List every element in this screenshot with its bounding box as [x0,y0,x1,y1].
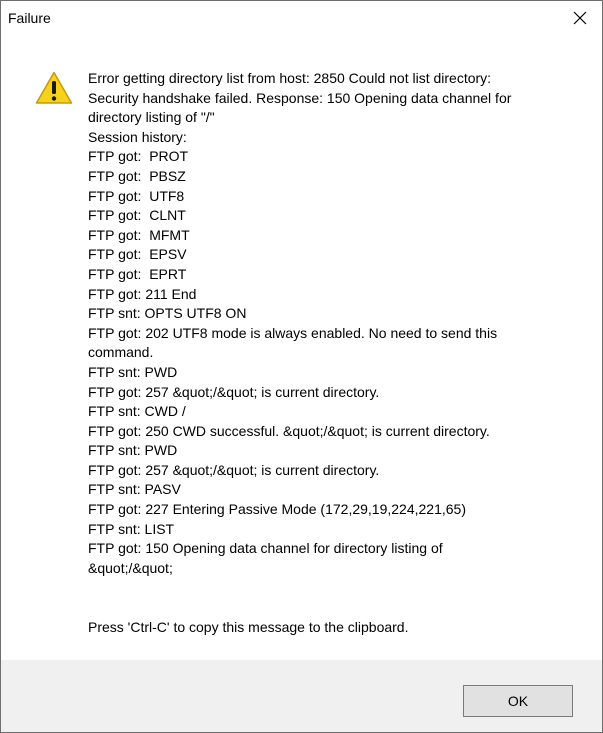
message-line: FTP got: 257 &quot;/&quot; is current directory. [88,383,380,400]
message-line: command. [88,344,154,361]
message-line: FTP got: MFMT [88,226,190,243]
title-bar[interactable] [1,1,602,35]
message-line: FTP got: CLNT [88,207,186,224]
message-line: FTP got: 150 Opening data channel for directory listing of [88,540,443,557]
warning-icon [35,71,73,105]
message-line: FTP got: 211 End [88,285,197,302]
message-line: FTP snt: PWD [88,442,178,459]
message-line: directory listing of "/" [88,109,215,126]
message-line: FTP snt: PASV [88,481,181,498]
close-button[interactable] [560,1,600,35]
message-line: FTP got: UTF8 [88,187,185,204]
close-icon [573,11,587,25]
message-line: FTP snt: PWD [88,363,178,380]
copy-hint: Press 'Ctrl-C' to copy this message to the clipboard. [88,619,409,635]
message-line: FTP got: EPSV [88,246,187,263]
message-line: FTP got: 202 UTF8 mode is always enabled. No need to send this [88,324,498,341]
message-line: FTP snt: CWD / [88,403,186,420]
message-line: FTP got: PROT [88,148,189,165]
message-line: FTP got: 257 &quot;/&quot; is current directory. [88,461,380,478]
error-message [88,69,568,578]
message-line: FTP got: 250 CWD successful. &quot;/&quot; is current directory. [88,422,490,439]
window-title: Failure [8,10,51,26]
message-line: Error getting directory list from host: 2850 Could not list directory: [88,70,492,86]
message-line: FTP got: EPRT [88,265,187,282]
message-line: Session history: [88,128,187,145]
dialog-content [1,35,602,660]
message-line: Security handshake failed. Response: 150 Opening data channel for [88,89,512,106]
message-line: FTP snt: OPTS UTF8 ON [88,305,247,322]
message-line: FTP snt: LIST [88,520,175,537]
message-line: FTP got: PBSZ [88,167,186,184]
button-bar [1,660,602,732]
message-line: &quot;/&quot; [88,559,173,576]
message-line: FTP got: 227 Entering Passive Mode (172,29,19,224,221,65) [88,501,466,518]
ok-button[interactable]: OK [463,685,573,717]
